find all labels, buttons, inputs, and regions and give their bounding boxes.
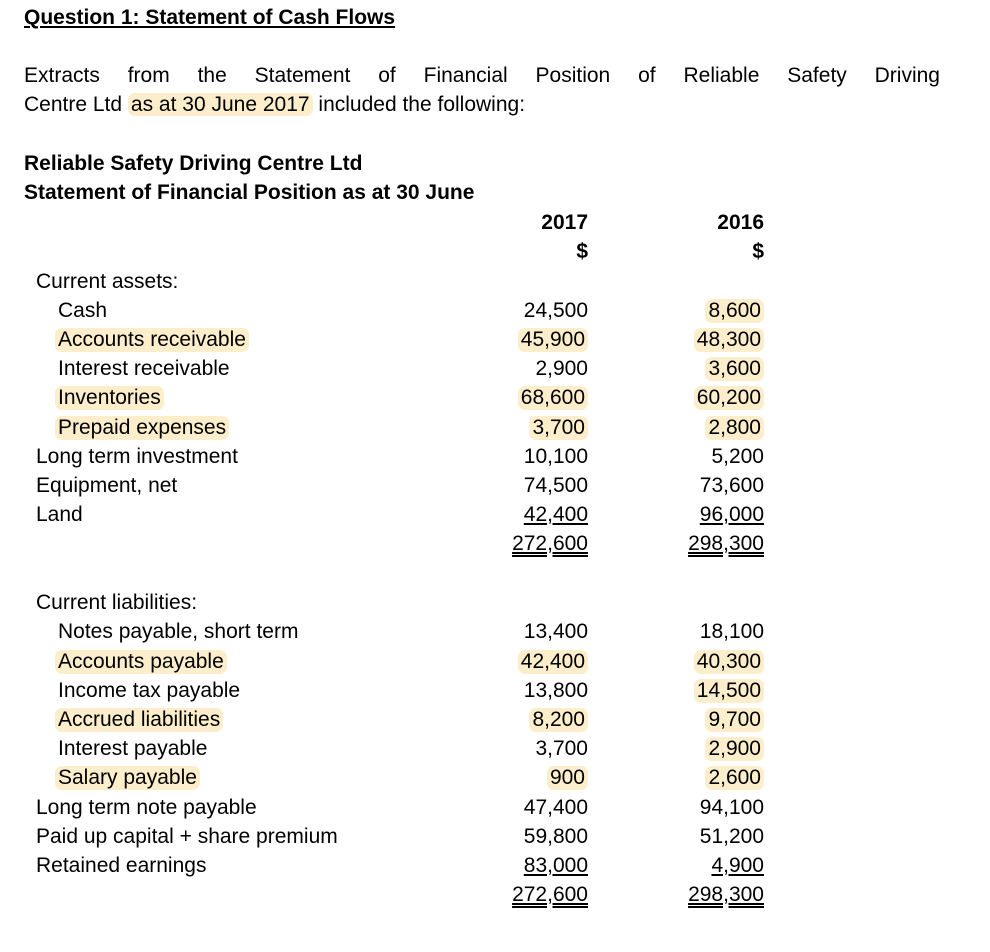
asset-value-2016: 60,200 — [694, 386, 764, 410]
asset-label: Interest receivable — [58, 357, 230, 380]
column-header-2017: 2017 — [541, 211, 588, 234]
asset-value-2017: 3,700 — [529, 416, 588, 440]
liability-value-2017: 59,800 — [523, 825, 588, 848]
asset-value-2017: 74,500 — [523, 474, 588, 497]
asset-label: Long term investment — [36, 445, 238, 468]
liability-value-2017: 42,400 — [518, 650, 588, 674]
liability-label: Salary payable — [55, 766, 200, 790]
liability-label: Notes payable, short term — [58, 620, 299, 643]
intro-line-2-b: included the following: — [318, 93, 526, 116]
asset-label: Inventories — [55, 386, 164, 410]
asset-value-2017: 24,500 — [523, 299, 588, 322]
liabilities-heading: Current liabilities: — [36, 591, 198, 614]
asset-value-2016: 5,200 — [711, 445, 764, 468]
asset-value-2017: 45,900 — [518, 328, 588, 352]
liability-value-2017: 83,000 — [523, 854, 588, 877]
asset-label: Cash — [58, 299, 108, 322]
asset-value-2017: 2,900 — [535, 357, 588, 380]
intro-line-2 — [24, 93, 940, 117]
liability-value-2017: 13,800 — [523, 679, 588, 702]
liability-label: Retained earnings — [36, 854, 207, 877]
liability-value-2017: 8,200 — [529, 708, 588, 732]
asset-value-2016: 2,800 — [705, 416, 764, 440]
asset-label: Prepaid expenses — [55, 416, 229, 440]
asset-value-2016: 3,600 — [705, 357, 764, 381]
asset-value-2017: 10,100 — [523, 445, 588, 468]
liability-value-2016: 2,900 — [705, 737, 764, 761]
liability-value-2016: 51,200 — [699, 825, 764, 848]
liability-value-2017: 47,400 — [523, 796, 588, 819]
liability-label: Accrued liabilities — [55, 708, 223, 732]
liability-value-2016: 40,300 — [694, 650, 764, 674]
liabilities-total-2017: 272,600 — [512, 883, 588, 906]
assets-total-2016: 298,300 — [688, 532, 764, 555]
liability-value-2017: 13,400 — [523, 620, 588, 643]
column-header-2016: 2016 — [717, 211, 764, 234]
liability-value-2017: 3,700 — [535, 737, 588, 760]
liability-value-2016: 9,700 — [705, 708, 764, 732]
liability-label: Accounts payable — [55, 650, 227, 674]
asset-value-2016: 73,600 — [699, 474, 764, 497]
liability-label: Long term note payable — [36, 796, 257, 819]
column-unit-2017: $ — [576, 240, 588, 263]
liability-value-2017: 900 — [547, 766, 588, 790]
assets-heading: Current assets: — [36, 270, 179, 293]
liability-value-2016: 2,600 — [705, 766, 764, 790]
liability-value-2016: 18,100 — [699, 620, 764, 643]
company-name: Reliable Safety Driving Centre Ltd — [24, 152, 363, 175]
asset-label: Land — [36, 503, 83, 526]
liabilities-total-2016: 298,300 — [688, 883, 764, 906]
intro-line-1: Extracts from the Statement of Financial Position of Reliable Safety Driving — [24, 64, 940, 87]
intro-date-highlight: as at 30 June 2017 — [128, 93, 313, 116]
asset-value-2017: 68,600 — [518, 386, 588, 410]
asset-value-2016: 8,600 — [705, 299, 764, 323]
liability-value-2016: 4,900 — [711, 854, 764, 877]
asset-label: Equipment, net — [36, 474, 178, 497]
asset-label: Accounts receivable — [55, 328, 249, 352]
liability-label: Interest payable — [58, 737, 208, 760]
liability-label: Paid up capital + share premium — [36, 825, 338, 848]
asset-value-2017: 42,400 — [523, 503, 588, 526]
asset-value-2016: 48,300 — [694, 328, 764, 352]
statement-title: Statement of Financial Position as at 30 June — [24, 181, 475, 204]
column-unit-2016: $ — [752, 240, 764, 263]
liability-value-2016: 94,100 — [699, 796, 764, 819]
liability-label: Income tax payable — [58, 679, 241, 702]
assets-total-2017: 272,600 — [512, 532, 588, 555]
asset-value-2016: 96,000 — [699, 503, 764, 526]
question-title: Question 1: Statement of Cash Flows — [24, 6, 396, 29]
intro-line-2-a: Centre Ltd — [24, 93, 123, 116]
liability-value-2016: 14,500 — [694, 679, 764, 703]
